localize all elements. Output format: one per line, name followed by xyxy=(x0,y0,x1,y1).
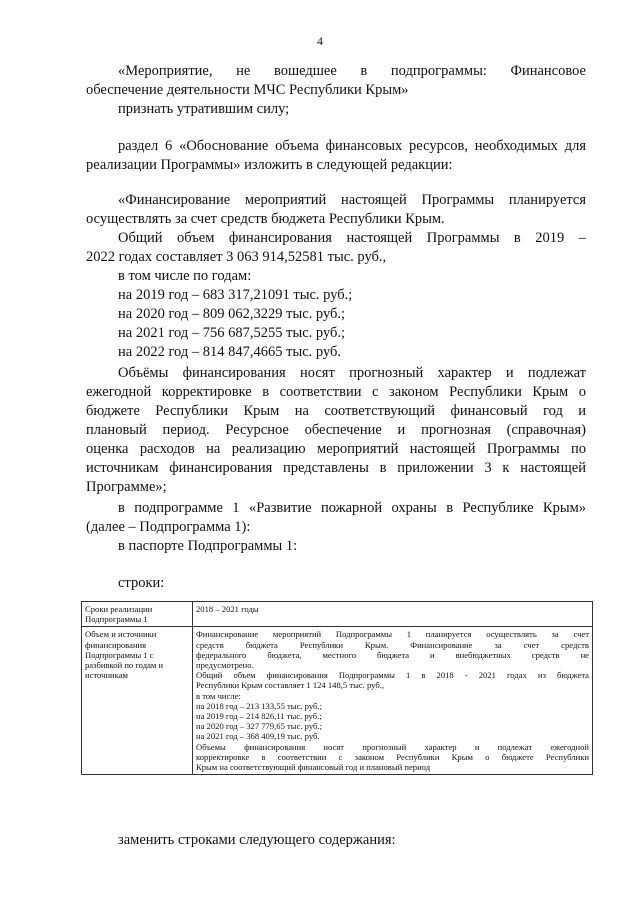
paragraph-line: «Мероприятие, не вошедшее в подпрограммы: Финансовое xyxy=(118,63,586,79)
table-row xyxy=(82,602,593,627)
cell-text: на 2021 год – 368 409,19 тыс. руб. xyxy=(196,731,320,742)
cell-text: федерального бюджета, местного бюджета и внебюджетных средств не xyxy=(196,649,589,660)
paragraph-line: раздел 6 «Обоснование объема финансовых ресурсов, необходимых для xyxy=(118,138,586,154)
funding-2019: на 2019 год – 683 317,21091 тыс. руб.; xyxy=(118,287,353,303)
paragraph-line: оценка расходов на реализацию мероприятий настоящей Программы по xyxy=(86,441,586,457)
paragraph-line: осуществлять за счет средств бюджета Республики Крым. xyxy=(86,211,445,227)
cell-text: Крым на соответствующий финансовый год и плановый период xyxy=(196,762,431,773)
paragraph-line: обеспечение деятельности МЧС Республики Крым» xyxy=(86,82,409,98)
paragraph-line: признать утратившим силу; xyxy=(118,101,290,117)
cell-text: Сроки реализации xyxy=(85,604,153,614)
paragraph-line: Объёмы финансирования носят прогнозный характер и подлежат xyxy=(118,365,586,381)
page-number: 4 xyxy=(317,34,323,48)
cell-text: на 2020 год – 327 779,65 тыс. руб.; xyxy=(196,721,322,732)
paragraph-line: в подпрограмме 1 «Развитие пожарной охраны в Республике Крым» xyxy=(118,500,586,516)
cell-text: разбивкой по годам и xyxy=(85,660,164,671)
cell-text: Республики Крым составляет 1 124 148,5 тыс. руб., xyxy=(196,680,385,691)
funding-2020: на 2020 год – 809 062,3229 тыс. руб.; xyxy=(118,306,346,322)
cell-text: Подпрограммы 1 с xyxy=(85,649,154,660)
cell-text: средств бюджета Республики Крым. Финансирование за счет средств xyxy=(196,639,589,650)
table-row xyxy=(82,627,593,775)
cell-text: 2018 – 2021 годы xyxy=(196,604,259,614)
paragraph-line: плановый период. Ресурсное обеспечение и прогнозная (справочная) xyxy=(86,422,586,438)
paragraph-line: бюджете Республики Крым на соответствующий финансовый год и xyxy=(86,403,586,419)
paragraph-line: заменить строками следующего содержания: xyxy=(118,832,396,848)
paragraph-line: ежегодной корректировке в соответствии с законом Республики Крым о xyxy=(86,384,586,400)
cell-text: на 2018 год – 213 133,55 тыс. руб.; xyxy=(196,700,322,711)
paragraph-line: источникам финансирования представлены в приложении 3 к настоящей xyxy=(86,460,586,476)
cell-text: финансирования xyxy=(85,639,147,650)
paragraph-line: строки: xyxy=(118,575,165,591)
table-cell-label xyxy=(82,627,193,775)
funding-2022: на 2022 год – 814 847,4665 тыс. руб. xyxy=(118,344,342,360)
paragraph-line: «Финансирование мероприятий настоящей Программы планируется xyxy=(118,192,586,208)
cell-text: Финансирование мероприятий Подпрограммы 1 планируется осуществлять за счет xyxy=(196,629,589,640)
cell-text: Объем и источники xyxy=(85,629,157,640)
subprogram-passport-table xyxy=(81,601,593,775)
cell-text: источникам xyxy=(85,670,128,681)
cell-text: в том числе: xyxy=(196,690,241,701)
cell-text: Объемы финансирования носят прогнозный характер и подлежат ежегодной xyxy=(196,741,589,752)
cell-text: Общий объем финансирования Подпрограммы 1 в 2018 - 2021 годах из бюджета xyxy=(196,670,589,681)
paragraph-line: (далее – Подпрограмма 1): xyxy=(86,519,251,535)
paragraph-line: в паспорте Подпрограммы 1: xyxy=(118,538,298,554)
cell-text: корректировке в соответствии с законом Республики Крым о бюджете Республики xyxy=(196,751,589,762)
cell-text: на 2019 год – 214 826,11 тыс. руб.; xyxy=(196,711,322,722)
table-cell-value xyxy=(193,602,593,627)
table-cell-label xyxy=(82,602,193,627)
cell-text: Подпрограммы 1 xyxy=(85,614,148,625)
table-cell-value xyxy=(193,627,593,775)
paragraph-line: реализации Программы» изложить в следующей редакции: xyxy=(86,157,453,173)
paragraph-line: Общий объем финансирования настоящей Программы в 2019 – xyxy=(118,230,586,246)
paragraph-line: Программе»; xyxy=(86,479,167,495)
funding-2021: на 2021 год – 756 687,5255 тыс. руб.; xyxy=(118,325,346,341)
cell-text: предусмотрено. xyxy=(196,660,254,671)
paragraph-line: в том числе по годам: xyxy=(118,268,252,284)
paragraph-line: 2022 годах составляет 3 063 914,52581 тыс. руб., xyxy=(86,249,387,265)
